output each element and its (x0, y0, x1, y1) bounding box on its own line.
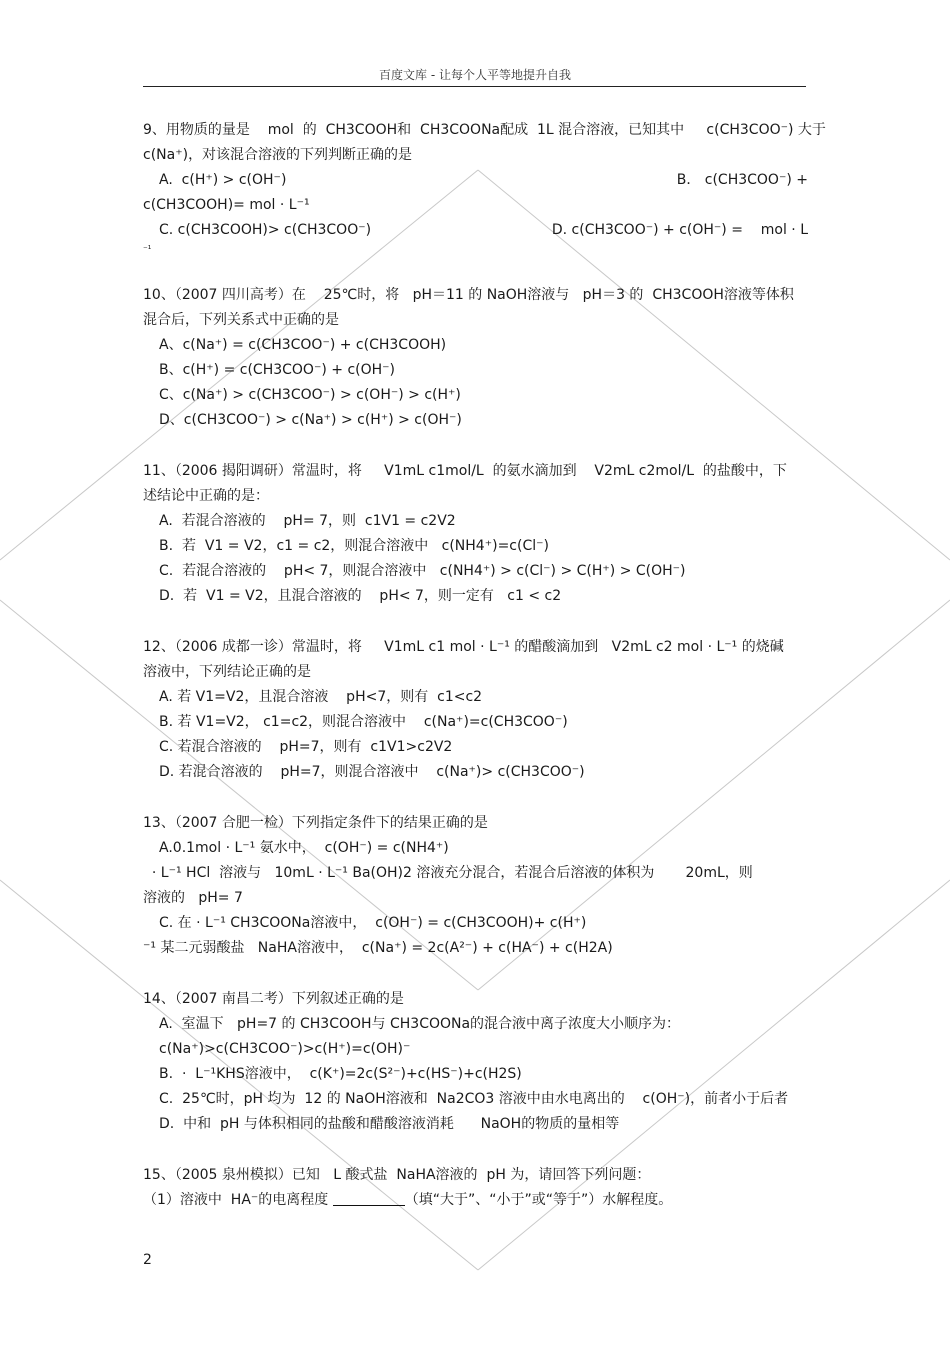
option-a: A. 若混合溶液的 pH= 7，则 c1V1 = c2V2 (159, 513, 456, 529)
option-d: D. c(CH3COO⁻) + c(OH⁻) = mol · L (551, 222, 808, 238)
option-b: · L⁻¹ HCl 溶液与 10mL · L⁻¹ Ba(OH)2 溶液充分混合，若混合后溶液的体积为 20mL，则 (143, 865, 753, 881)
question-stem-line: 溶液中，下列结论正确的是 (143, 664, 311, 680)
header-divider (143, 86, 806, 87)
page-number: 2 (143, 1252, 152, 1268)
question-15 (143, 1163, 808, 1213)
option-c: C. 若混合溶液的 pH=7，则有 c1V1>c2V2 (159, 739, 453, 755)
document-body (143, 118, 826, 1213)
sub-question-prefix: （1）溶液中 HA⁻的电离程度 (143, 1192, 333, 1208)
option-a: A、c(Na⁺) = c(CH3COO⁻) + c(CH3COOH) (159, 337, 447, 353)
question-11 (143, 459, 808, 609)
question-stem-line: 9、用物质的量是 mol 的 CH3COOH和 CH3COONa配成 1L 混合溶液，已知其中 c(CH3COO⁻) 大于 (143, 122, 826, 138)
question-13 (143, 811, 808, 961)
question-12 (143, 635, 808, 785)
option-b: B. · L⁻¹KHS溶液中， c(K⁺)=2c(S²⁻)+c(HS⁻)+c(H2S) (159, 1066, 522, 1082)
question-14 (143, 987, 808, 1137)
option-c: C. 25℃时，pH 均为 12 的 NaOH溶液和 Na2CO3 溶液中由水电离出的 c(OH⁻)，前者小于后者 (159, 1091, 789, 1107)
page-header: 百度文库 - 让每个人平等地提升自我 (379, 68, 571, 82)
option-d: D. 若混合溶液的 pH=7，则混合溶液中 c(Na⁺)> c(CH3COO⁻) (159, 764, 585, 780)
option-b-continued: c(CH3COOH)= mol · L⁻¹ (143, 197, 310, 213)
option-row (143, 218, 808, 243)
question-stem-line: 述结论中正确的是： (143, 488, 269, 504)
option-c: C. c(CH3COOH)> c(CH3COO⁻) (159, 222, 372, 238)
option-c: C、c(Na⁺) > c(CH3COO⁻) > c(OH⁻) > c(H⁺) (159, 387, 461, 403)
option-d-continued: ⁻¹ (143, 245, 152, 255)
question-stem-line: 10、（2007 四川高考）在 25℃时，将 pH＝11 的 NaOH溶液与 pH＝3 的 CH3COOH溶液等体积 (143, 287, 794, 303)
option-row (143, 168, 808, 193)
option-b: B. 若 V1 = V2，c1 = c2，则混合溶液中 c(NH4⁺)=c(Cl⁻) (159, 538, 549, 554)
question-stem-line: 13、（2007 合肥一检）下列指定条件下的结果正确的是 (143, 815, 488, 831)
question-stem-line: 11、（2006 揭阳调研）常温时，将 V1mL c1mol/L 的氨水滴加到 V2mL c2mol/L 的盐酸中，下 (143, 463, 787, 479)
question-10 (143, 283, 808, 433)
question-stem-line: c(Na⁺)，对该混合溶液的下列判断正确的是 (143, 147, 413, 163)
option-a: A.0.1mol · L⁻¹ 氨水中， c(OH⁻) = c(NH4⁺) (159, 840, 449, 856)
option-b: B. 若 V1=V2， c1=c2，则混合溶液中 c(Na⁺)=c(CH3COO⁻) (159, 714, 568, 730)
option-d: D. 若 V1 = V2，且混合溶液的 pH< 7，则一定有 c1 < c2 (159, 588, 562, 604)
option-d: ⁻¹ 某二元弱酸盐 NaHA溶液中， c(Na⁺) = 2c(A²⁻) + c(HA⁻) + c(H2A) (143, 940, 613, 956)
option-b: B、c(H⁺) = c(CH3COO⁻) + c(OH⁻) (159, 362, 395, 378)
answer-blank[interactable] (333, 1191, 405, 1206)
option-a: A. 若 V1=V2，且混合溶液 pH<7，则有 c1<c2 (159, 689, 483, 705)
question-stem-line: 14、（2007 南昌二考）下列叙述正确的是 (143, 991, 404, 1007)
question-stem-line: 混合后，下列关系式中正确的是 (143, 312, 339, 328)
option-a-continued: c(Na⁺)>c(CH3COO⁻)>c(H⁺)=c(OH)⁻ (159, 1041, 411, 1057)
question-9 (143, 118, 826, 257)
option-c: C. 在 · L⁻¹ CH3COONa溶液中， c(OH⁻) = c(CH3COOH)+ c(H⁺) (159, 915, 587, 931)
option-a: A. 室温下 pH=7 的 CH3COOH与 CH3COONa的混合液中离子浓度大小顺序为： (159, 1016, 681, 1032)
question-stem-line: 15、（2005 泉州模拟）已知 L 酸式盐 NaHA溶液的 pH 为，请回答下列问题： (143, 1167, 651, 1183)
option-d: D. 中和 pH 与体积相同的盐酸和醋酸溶液消耗 NaOH的物质的量相等 (159, 1116, 620, 1132)
sub-question-1 (143, 1188, 808, 1213)
sub-question-suffix: （填“大于”、“小于”或“等于”）水解程度。 (404, 1192, 673, 1208)
option-d: D、c(CH3COO⁻) > c(Na⁺) > c(H⁺) > c(OH⁻) (159, 412, 462, 428)
question-stem-line: 12、（2006 成都一诊）常温时，将 V1mL c1 mol · L⁻¹ 的醋酸滴加到 V2mL c2 mol · L⁻¹ 的烧碱 (143, 639, 784, 655)
option-c: C. 若混合溶液的 pH< 7，则混合溶液中 c(NH4⁺) > c(Cl⁻) > C(H⁺) > C(OH⁻) (159, 563, 686, 579)
option-a: A. c(H⁺) > c(OH⁻) (159, 172, 287, 188)
option-b: B． c(CH3COO⁻) + (676, 172, 808, 188)
option-b-continued: 溶液的 pH= 7 (143, 890, 243, 906)
